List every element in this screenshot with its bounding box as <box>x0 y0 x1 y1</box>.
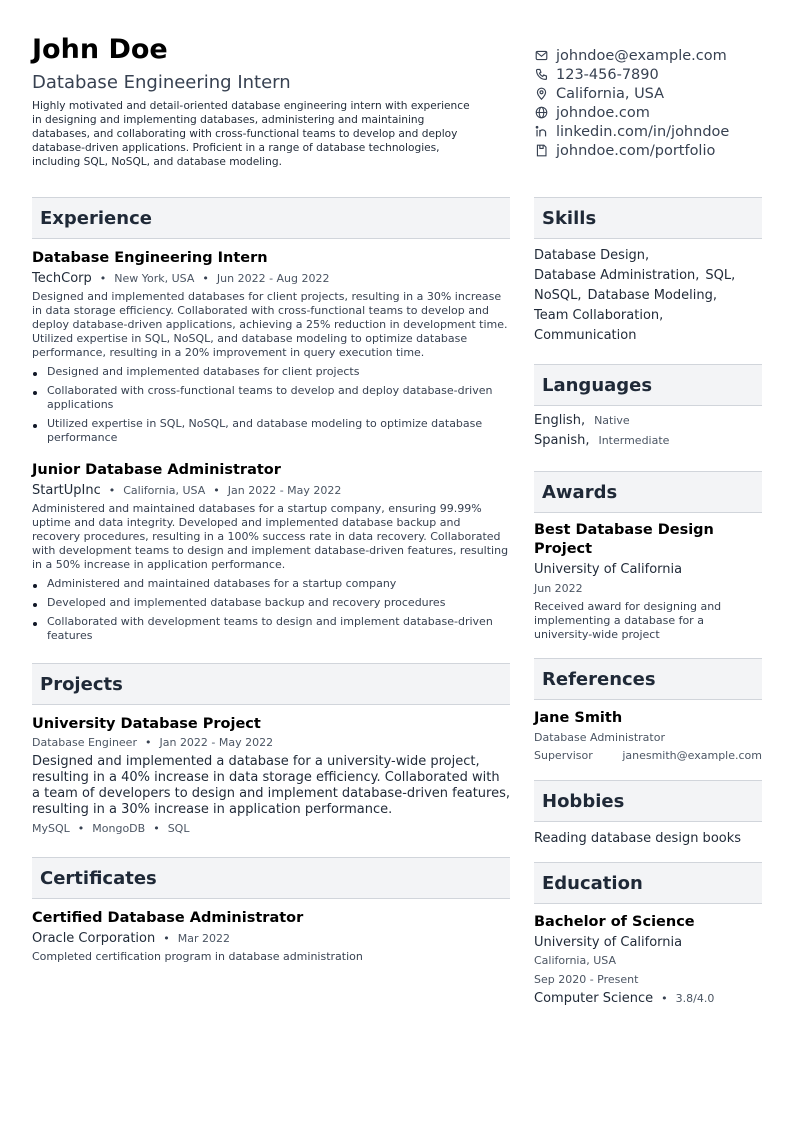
certificate-issuer: Oracle Corporation <box>32 931 156 946</box>
education-entry <box>534 913 762 1007</box>
list-item: Collaborated with development teams to design and implement database-driven features <box>32 615 510 643</box>
separator: • <box>213 484 220 497</box>
contact-website[interactable] <box>534 103 774 122</box>
linkedin-text: linkedin.com/in/johndoe <box>556 123 730 140</box>
education-heading: Education <box>534 862 762 904</box>
email-text: johndoe@example.com <box>556 47 727 64</box>
award-description: Received award for designing and implementing a database for a university-wide project <box>534 600 722 641</box>
list-item: Administered and maintained databases for a startup company <box>32 577 510 591</box>
school-location: California, USA <box>534 954 616 967</box>
list-item: Utilized expertise in SQL, NoSQL, and database modeling to optimize database performance <box>32 417 510 445</box>
education-field-row <box>534 991 762 1007</box>
list-item: Collaborated with cross-functional teams to develop and deploy database-driven applications <box>32 384 510 412</box>
header <box>32 34 472 169</box>
portfolio-text: johndoe.com/portfolio <box>556 142 716 159</box>
project-tech <box>32 821 510 837</box>
contact-linkedin[interactable] <box>534 122 774 141</box>
separator: • <box>153 822 160 835</box>
projects-heading: Projects <box>32 663 510 705</box>
location-text: California, USA <box>556 85 665 102</box>
award-entry <box>534 521 762 642</box>
reference-position: Database Administrator <box>534 731 665 744</box>
language-item <box>534 413 762 433</box>
language-item <box>534 433 762 453</box>
skill-item: Database Modeling, <box>587 288 717 303</box>
award-date: Jun 2022 <box>534 582 583 595</box>
separator: • <box>202 272 209 285</box>
separator: • <box>144 736 152 749</box>
tech-tag: MongoDB <box>92 822 146 835</box>
company: TechCorp <box>32 271 92 286</box>
certificate-meta <box>32 931 510 947</box>
candidate-title: Database Engineering Intern <box>32 72 291 93</box>
separator: • <box>77 822 85 835</box>
reference-name: Jane Smith <box>534 710 623 726</box>
list-item: Developed and implemented database backup and recovery procedures <box>32 596 510 610</box>
project-meta <box>32 735 510 751</box>
separator: • <box>661 992 668 1005</box>
skill-item: NoSQL, <box>534 288 582 303</box>
language-level: Native <box>594 414 630 427</box>
skills-list <box>534 246 762 346</box>
degree: Bachelor of Science <box>534 914 695 930</box>
gpa: 3.8/4.0 <box>675 992 715 1005</box>
job-dates: Jun 2022 - Aug 2022 <box>216 272 330 285</box>
certificates-heading: Certificates <box>32 857 510 899</box>
job-meta <box>32 483 510 499</box>
references-heading: References <box>534 658 762 700</box>
tech-tag: MySQL <box>32 822 70 835</box>
skill-item: Communication <box>534 328 637 343</box>
contact-phone[interactable] <box>534 65 774 84</box>
education-dates: Sep 2020 - Present <box>534 973 639 986</box>
project-dates: Jan 2022 - May 2022 <box>159 736 274 749</box>
job-bullets <box>32 577 510 643</box>
list-item: Designed and implemented databases for client projects <box>32 365 510 379</box>
award-title: Best Database Design Project <box>534 522 714 557</box>
job-dates: Jan 2022 - May 2022 <box>227 484 342 497</box>
job-meta <box>32 271 510 287</box>
globe-icon <box>534 106 548 120</box>
reference-relation: Supervisor <box>534 749 593 762</box>
certificate-description: Completed certification program in database administration <box>32 950 363 963</box>
skill-item: Team Collaboration, <box>534 308 664 323</box>
contact-email[interactable] <box>534 46 774 65</box>
contact-location <box>534 84 774 103</box>
linkedin-icon <box>534 125 548 139</box>
reference-email[interactable]: janesmith@example.com <box>622 749 762 762</box>
tech-tag: SQL <box>167 822 190 835</box>
skill-item: Database Design, <box>534 248 650 263</box>
map-pin-icon <box>534 87 548 101</box>
reference-contact <box>534 749 762 763</box>
award-issuer: University of California <box>534 562 683 577</box>
project-description: Designed and implemented a database for a university-wide project, resulting in a 40% increase in data storage efficiency. Collaborated with a team of developers to design and implement database-driven features, resulting in a 30% increase in application performance. <box>32 754 510 817</box>
skill-item: SQL, <box>705 268 736 283</box>
phone-text: 123-456-7890 <box>556 66 659 83</box>
company: StartUpInc <box>32 483 101 498</box>
language-level: Intermediate <box>598 434 670 447</box>
school: University of California <box>534 935 683 950</box>
project-role: Database Engineer <box>32 736 137 749</box>
certificate-date: Mar 2022 <box>177 932 230 945</box>
job-description: Designed and implemented databases for client projects, resulting in a 30% increase in data storage efficiency. Collaborated with cross-functional teams to develop and deploy database-driven applications, achieving a 25% reduction in development time. Utilized expertise in SQL, NoSQL, and database modeling to optimize database performance, resulting in a 20% improvement in query execution time. <box>32 290 508 359</box>
job-title: Junior Database Administrator <box>32 462 281 478</box>
hobbies-text: Reading database design books <box>534 831 742 846</box>
skills-heading: Skills <box>534 197 762 239</box>
main-column <box>32 197 510 964</box>
separator: • <box>99 272 107 285</box>
certificate-title: Certified Database Administrator <box>32 910 304 926</box>
job-location: New York, USA <box>114 272 195 285</box>
contact-portfolio[interactable] <box>534 141 774 160</box>
job-location: California, USA <box>123 484 206 497</box>
website-text: johndoe.com <box>556 104 650 121</box>
separator: • <box>108 484 116 497</box>
separator: • <box>163 932 170 945</box>
contact-list <box>534 46 774 160</box>
job-description: Administered and maintained databases for a startup company, ensuring 99.99% uptime and data integrity. Developed and implemented database backup and recovery procedures, resulting in a 100% success rate in data recovery. Collaborated with development teams to design and implement database-driven features, resulting in a 50% increase in application performance. <box>32 502 509 571</box>
job-bullets <box>32 365 510 445</box>
job-title: Database Engineering Intern <box>32 250 268 266</box>
certificate-entry <box>32 909 510 964</box>
mail-icon <box>534 49 548 63</box>
languages-heading: Languages <box>534 364 762 406</box>
reference-entry <box>534 709 762 763</box>
hobbies-heading: Hobbies <box>534 780 762 822</box>
language-name: English, <box>534 413 586 428</box>
summary: Highly motivated and detail-oriented database engineering intern with experience in designing and implementing databases, administering and maintaining databases, and collaborating with cross-functional teams to develop and deploy database-driven applications. Proficient in a range of database technologies, including SQL, NoSQL, and database modeling. <box>32 100 470 168</box>
portfolio-icon <box>534 144 548 158</box>
awards-heading: Awards <box>534 471 762 513</box>
project-title: University Database Project <box>32 716 261 732</box>
skill-item: Database Administration, <box>534 268 700 283</box>
languages-list <box>534 413 762 453</box>
field-of-study: Computer Science <box>534 991 654 1006</box>
project-entry <box>32 715 510 837</box>
side-column <box>534 197 762 1007</box>
language-name: Spanish, <box>534 433 590 448</box>
experience-entry <box>32 461 510 643</box>
phone-icon <box>534 68 548 82</box>
experience-heading: Experience <box>32 197 510 239</box>
experience-entry <box>32 249 510 445</box>
candidate-name: John Doe <box>32 34 168 65</box>
